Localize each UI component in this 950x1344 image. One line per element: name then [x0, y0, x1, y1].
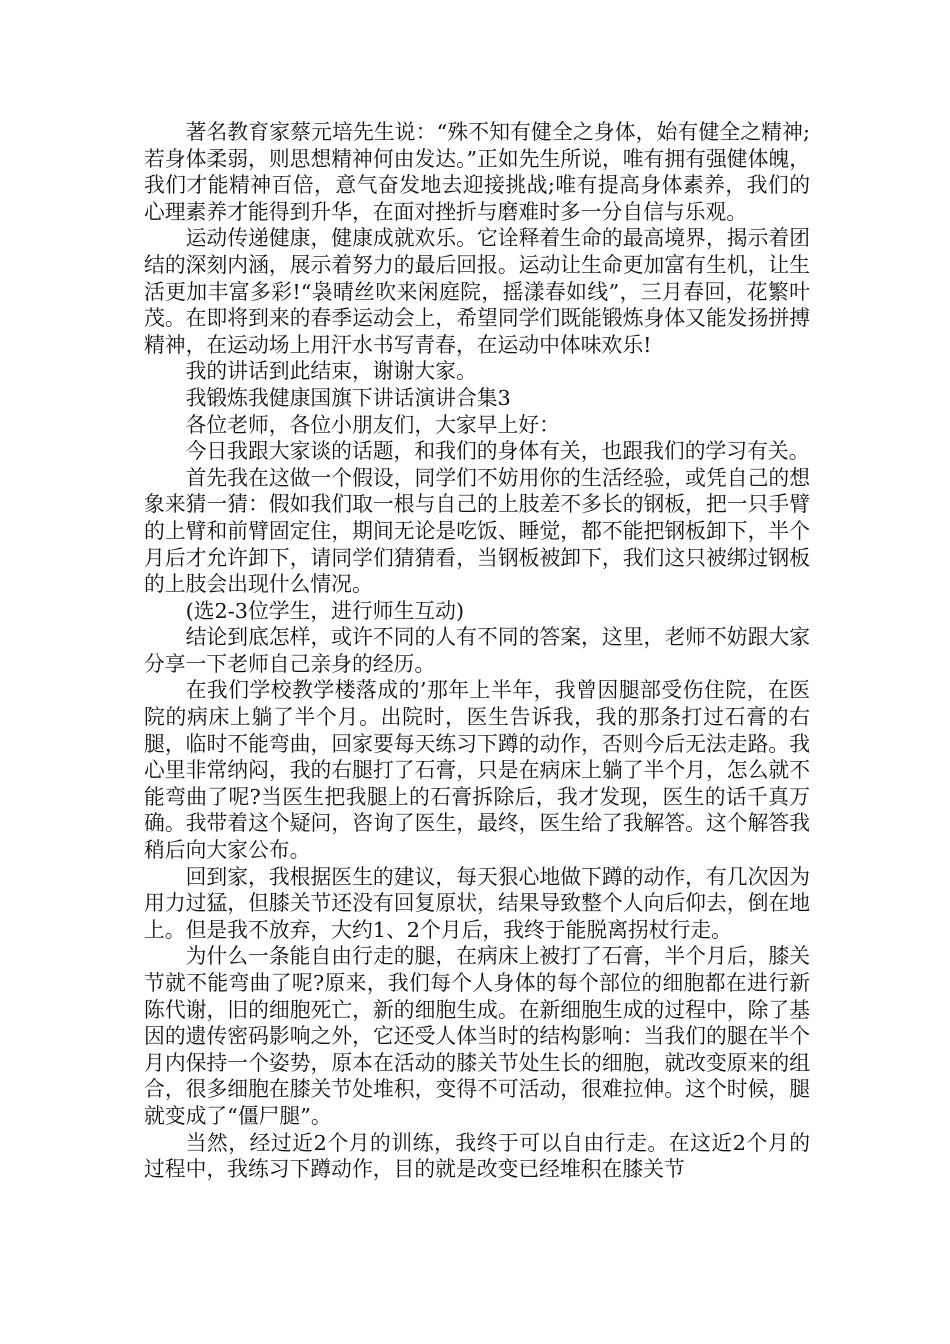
paragraph-explanation: 为什么一条能自由行走的腿，在病床上被打了石膏，半个月后，膝关节就不能弯曲了呢?原来，我们每个人身体的每个部位的细胞都在进行新陈代谢，旧的细胞死亡，新的细胞生成。在新细胞生成的过程中，除了基因的遗传密码影响之外，它还受人体当时的结构影响：当我们的腿在半个月内保持一个姿势，原本在活动的膝关节处生长的细胞，就改变原来的组合，很多细胞在膝关节处堆积，变得不可活动，很难拉伸。这个时候，腿就变成了“僵尸腿”。	[144, 944, 810, 1128]
paragraph-greeting: 各位老师，各位小朋友们，大家早上好：	[185, 412, 560, 437]
paragraph-conclusion-intro: 结论到底怎样，或许不同的人有不同的答案，这里，老师不妨跟大家分享一下老师自己亲身的经历。	[144, 625, 810, 676]
paragraph-topic: 今日我跟大家谈的话题，和我们的身体有关，也跟我们的学习有关。	[185, 439, 810, 464]
paragraph-cai-yuanpei-quote: 著名教育家蔡元培先生说：“殊不知有健全之身体，始有健全之精神;若身体柔弱，则思想精神何由发达。”正如先生所说，唯有拥有强健体魄，我们才能精神百倍，意气奋发地去迎接挑战;唯有提高身体素养，我们的心理素养才能得到升华，在面对挫折与磨难时多一分自信与乐观。	[144, 120, 810, 224]
section-title: 我锻炼我健康国旗下讲话演讲合集3	[185, 385, 511, 410]
paragraph-interaction-note: (选2-3位学生，进行师生互动)	[185, 598, 465, 623]
paragraph-training: 当然，经过近2个月的训练，我终于可以自由行走。在这近2个月的过程中，我练习下蹲动作，目的就是改变已经堆积在膝关节	[144, 1130, 810, 1182]
paragraph-recovery: 回到家，我根据医生的建议，每天狠心地做下蹲的动作，有几次因为用力过猛，但膝关节还没有回复原状，结果导致整个人向后仰去，倒在地上。但是我不放弃，大约1、2个月后，我终于能脱离拐杖行走。	[144, 864, 810, 942]
paragraph-hospital-story: 在我们学校教学楼落成的’那年上半年，我曾因腿部受伤住院，在医院的病床上躺了半个月。出院时，医生告诉我，我的那条打过石膏的右腿，临时不能弯曲，回家要每天练习下蹲的动作，否则今后无法走路。我心里非常纳闷，我的右腿打了石膏，只是在病床上躺了半个月，怎么就不能弯曲了呢?当医生把我腿上的石膏拆除后，我才发现，医生的话千真万确。我带着这个疑问，咨询了医生，最终，医生给了我解答。这个解答我稍后向大家公布。	[144, 678, 810, 863]
document-body	[144, 119, 810, 1183]
paragraph-closing: 我的讲话到此结束，谢谢大家。	[185, 359, 477, 384]
paragraph-sports-health: 运动传递健康，健康成就欢乐。它诠释着生命的最高境界，揭示着团结的深刻内涵，展示着努力的最后回报。运动让生命更加富有生机，让生活更加丰富多彩!“袅晴丝吹来闲庭院，摇漾春如线”，三月春回，花繁叶茂。在即将到来的春季运动会上，希望同学们既能锻炼身体又能发扬拼搏精神，在运动场上用汗水书写青春，在运动中体味欢乐!	[144, 226, 810, 357]
paragraph-hypothesis: 首先我在这做一个假设，同学们不妨用你的生活经验，或凭自己的想象来猜一猜：假如我们取一根与自己的上肢差不多长的钢板，把一只手臂的上臂和前臂固定住，期间无论是吃饭、睡觉，都不能把钢板卸下，半个月后才允许卸下，请同学们猜猜看，当钢板被卸下，我们这只被绑过钢板的上肢会出现什么情况。	[144, 465, 810, 597]
